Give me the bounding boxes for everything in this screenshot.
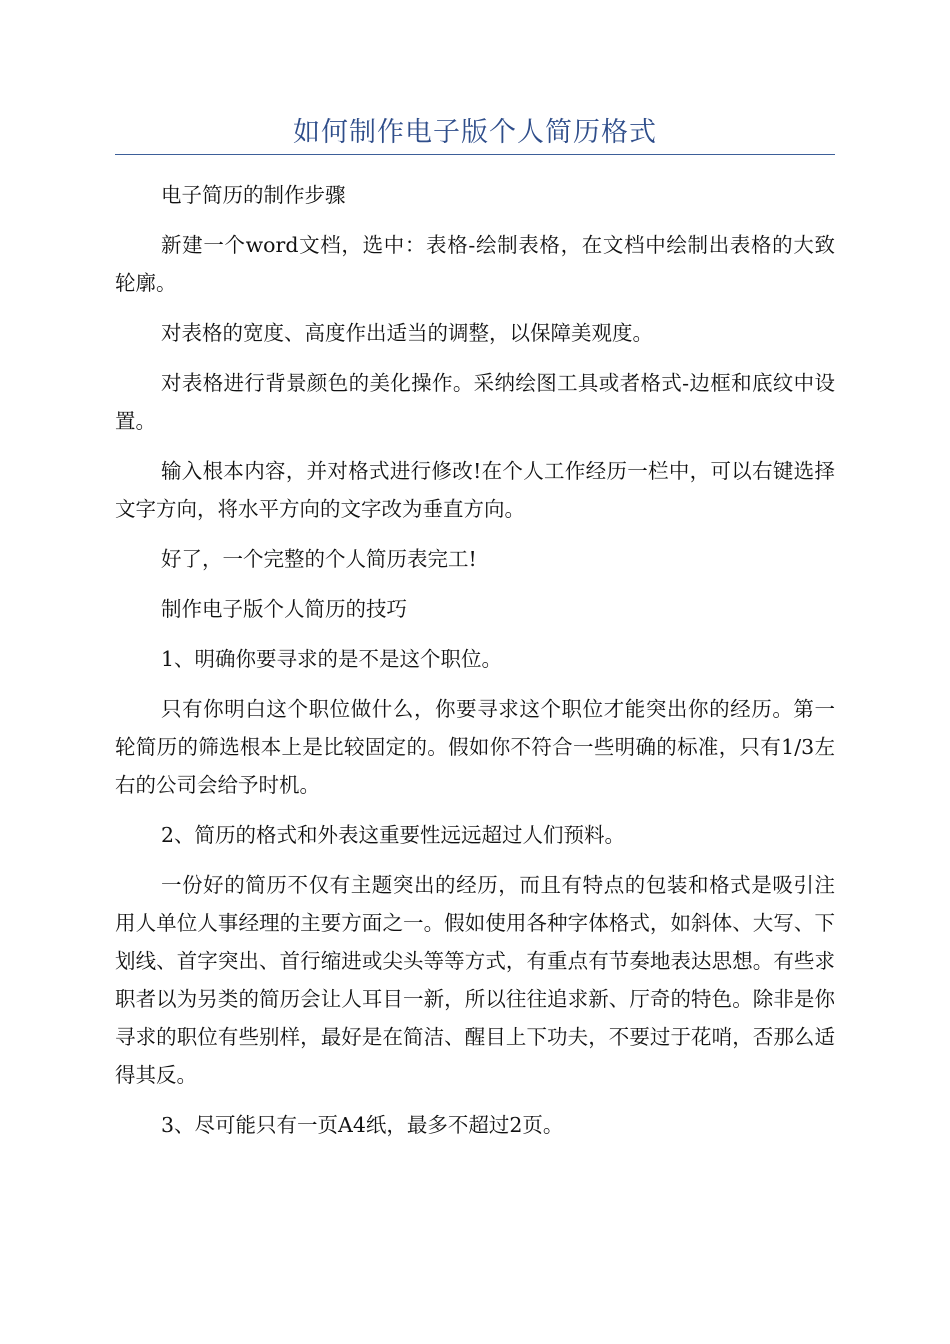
- title-underline: [115, 154, 835, 155]
- paragraph: 新建一个word文档，选中：表格-绘制表格，在文档中绘制出表格的大致轮廓。: [115, 233, 835, 295]
- paragraph-tip-3: 3、尽可能只有一页A4纸，最多不超过2页。: [161, 1113, 564, 1137]
- paragraph-heading-steps: 电子简历的制作步骤: [161, 183, 346, 207]
- paragraph-tip-1: 1、明确你要寻求的是不是这个职位。: [161, 647, 503, 671]
- paragraph: 输入根本内容，并对格式进行修改!在个人工作经历一栏中，可以右键选择文字方向，将水平方向的文字改为垂直方向。: [115, 459, 835, 521]
- paragraph-tip-2: 2、简历的格式和外表这重要性远远超过人们预料。: [161, 823, 626, 847]
- document-title: 如何制作电子版个人简历格式: [293, 117, 657, 148]
- paragraph: 对表格的宽度、高度作出适当的调整，以保障美观度。: [161, 321, 653, 345]
- paragraph: 一份好的简历不仅有主题突出的经历，而且有特点的包装和格式是吸引注用人单位人事经理的主要方面之一。假如使用各种字体格式，如斜体、大写、下划线、首字突出、首行缩进或尖头等等方式，有重点有节奏地表达思想。有些求职者以为另类的简历会让人耳目一新，所以往往追求新、厅奇的特色。除非是你寻求的职位有些别样，最好是在简洁、醒目上下功夫，不要过于花哨，否那么适得其反。: [115, 873, 835, 1087]
- paragraph: 好了，一个完整的个人简历表完工!: [161, 547, 477, 571]
- document-body: [115, 176, 835, 1156]
- paragraph: 只有你明白这个职位做什么，你要寻求这个职位才能突出你的经历。第一轮简历的筛选根本上是比较固定的。假如你不符合一些明确的标准，只有1/3左右的公司会给予时机。: [115, 697, 835, 797]
- paragraph-heading-tips: 制作电子版个人简历的技巧: [161, 597, 407, 621]
- paragraph: 对表格进行背景颜色的美化操作。采纳绘图工具或者格式-边框和底纹中设置。: [115, 371, 835, 433]
